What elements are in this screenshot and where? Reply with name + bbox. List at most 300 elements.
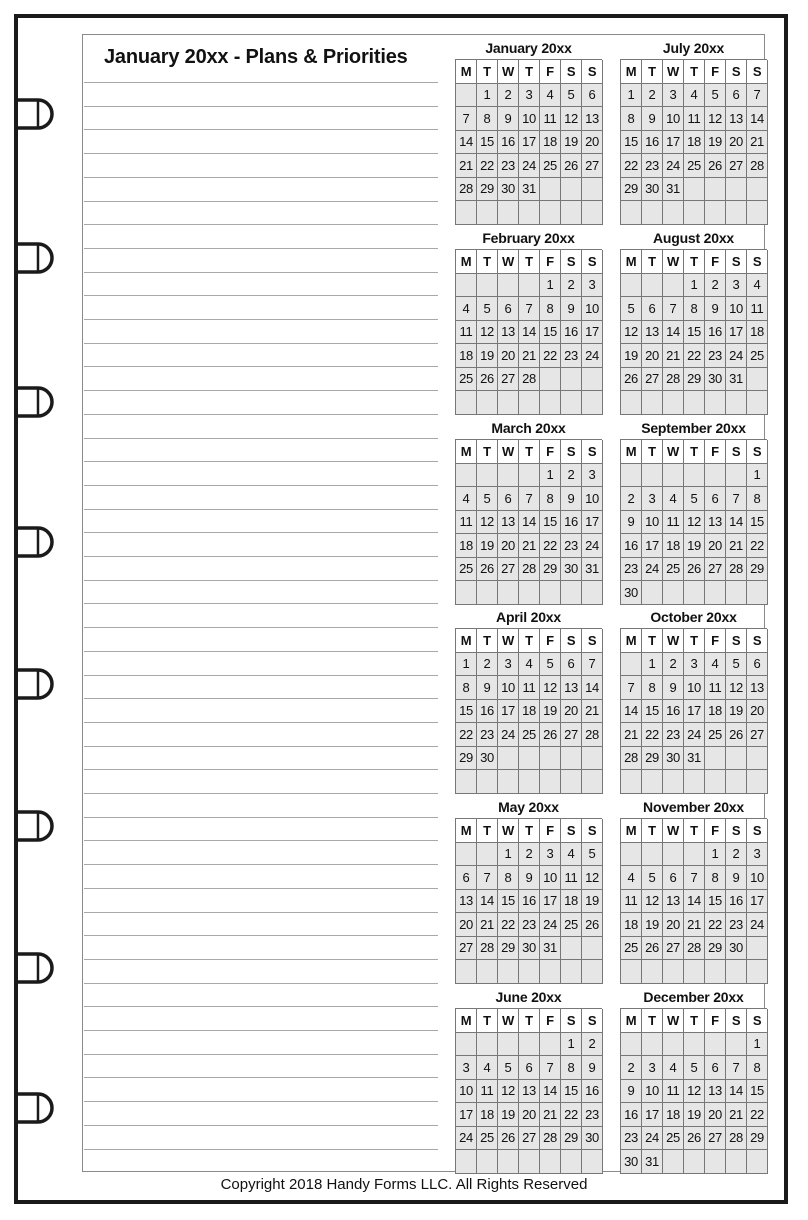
weekday-header: T xyxy=(684,819,705,843)
day-cell: 22 xyxy=(477,154,498,178)
empty-day-cell xyxy=(642,274,663,298)
month-calendar xyxy=(455,230,602,415)
day-cell: 20 xyxy=(519,1103,540,1127)
month-title: September 20xx xyxy=(641,420,746,436)
empty-day-cell xyxy=(498,960,519,984)
weekday-header: M xyxy=(621,819,642,843)
day-cell: 22 xyxy=(561,1103,582,1127)
empty-day-cell xyxy=(684,391,705,415)
month-title: August 20xx xyxy=(652,230,735,246)
binder-ring-icon xyxy=(0,1084,64,1136)
empty-day-cell xyxy=(456,1033,477,1057)
writing-line xyxy=(84,248,438,249)
empty-day-cell xyxy=(477,201,498,225)
empty-day-cell xyxy=(519,581,540,605)
weekday-header: S xyxy=(747,250,768,274)
weekday-header: T xyxy=(642,819,663,843)
day-cell: 28 xyxy=(747,154,768,178)
day-cell: 29 xyxy=(561,1127,582,1151)
day-cell: 21 xyxy=(684,913,705,937)
day-cell: 8 xyxy=(540,297,561,321)
day-cell: 15 xyxy=(747,511,768,535)
day-cell: 24 xyxy=(582,344,603,368)
month-title: January 20xx xyxy=(485,40,572,56)
day-cell: 24 xyxy=(540,913,561,937)
day-cell: 22 xyxy=(747,534,768,558)
empty-day-cell xyxy=(540,1150,561,1174)
empty-day-cell xyxy=(705,747,726,771)
empty-day-cell xyxy=(498,464,519,488)
day-cell: 16 xyxy=(642,131,663,155)
weekday-header: T xyxy=(477,1009,498,1033)
writing-line xyxy=(84,864,438,865)
day-cell: 1 xyxy=(498,843,519,867)
day-cell: 21 xyxy=(582,700,603,724)
writing-line xyxy=(84,1101,438,1102)
day-cell: 30 xyxy=(519,937,540,961)
writing-line xyxy=(84,603,438,604)
empty-day-cell xyxy=(684,770,705,794)
month-title: March 20xx xyxy=(491,420,566,436)
empty-day-cell xyxy=(726,201,747,225)
empty-day-cell xyxy=(498,747,519,771)
day-cell: 19 xyxy=(642,913,663,937)
day-cell: 20 xyxy=(582,131,603,155)
weekday-header: S xyxy=(561,60,582,84)
day-cell: 20 xyxy=(726,131,747,155)
day-cell: 3 xyxy=(663,84,684,108)
empty-day-cell xyxy=(705,960,726,984)
day-cell: 8 xyxy=(540,487,561,511)
weekday-header: S xyxy=(582,60,603,84)
empty-day-cell xyxy=(498,274,519,298)
day-cell: 28 xyxy=(621,747,642,771)
weekday-header: S xyxy=(561,819,582,843)
empty-day-cell xyxy=(540,368,561,392)
day-cell: 21 xyxy=(621,723,642,747)
writing-line xyxy=(84,840,438,841)
day-cell: 4 xyxy=(705,653,726,677)
day-cell: 21 xyxy=(726,1103,747,1127)
day-cell: 20 xyxy=(705,1103,726,1127)
day-cell: 29 xyxy=(747,558,768,582)
weekday-header: M xyxy=(621,629,642,653)
day-cell: 1 xyxy=(684,274,705,298)
day-cell: 29 xyxy=(747,1127,768,1151)
day-cell: 28 xyxy=(519,368,540,392)
empty-day-cell xyxy=(561,368,582,392)
day-cell: 15 xyxy=(477,131,498,155)
empty-day-cell xyxy=(747,391,768,415)
weekday-header: M xyxy=(456,250,477,274)
day-cell: 19 xyxy=(684,534,705,558)
day-cell: 5 xyxy=(477,297,498,321)
binder-ring-icon xyxy=(0,378,64,430)
day-cell: 7 xyxy=(456,107,477,131)
day-cell: 25 xyxy=(456,368,477,392)
day-cell: 31 xyxy=(684,747,705,771)
day-cell: 7 xyxy=(519,487,540,511)
day-cell: 3 xyxy=(726,274,747,298)
weekday-header: S xyxy=(561,440,582,464)
day-cell: 23 xyxy=(498,154,519,178)
day-cell: 8 xyxy=(747,1056,768,1080)
day-cell: 18 xyxy=(705,700,726,724)
day-cell: 14 xyxy=(477,890,498,914)
day-cell: 17 xyxy=(663,131,684,155)
day-cell: 24 xyxy=(663,154,684,178)
weekday-header: T xyxy=(684,60,705,84)
empty-day-cell xyxy=(747,770,768,794)
day-cell: 14 xyxy=(684,890,705,914)
day-cell: 3 xyxy=(582,274,603,298)
day-cell: 6 xyxy=(582,84,603,108)
empty-day-cell xyxy=(477,843,498,867)
day-cell: 13 xyxy=(726,107,747,131)
empty-day-cell xyxy=(582,747,603,771)
day-cell: 24 xyxy=(456,1127,477,1151)
weekday-header: F xyxy=(705,250,726,274)
day-cell: 15 xyxy=(498,890,519,914)
day-cell: 21 xyxy=(519,344,540,368)
empty-day-cell xyxy=(519,1033,540,1057)
weekday-header: F xyxy=(705,819,726,843)
day-cell: 29 xyxy=(642,747,663,771)
empty-day-cell xyxy=(582,1150,603,1174)
day-cell: 2 xyxy=(498,84,519,108)
writing-line xyxy=(84,888,438,889)
empty-day-cell xyxy=(684,1033,705,1057)
day-cell: 17 xyxy=(456,1103,477,1127)
weekday-header: T xyxy=(519,440,540,464)
day-cell: 26 xyxy=(498,1127,519,1151)
day-cell: 6 xyxy=(705,487,726,511)
day-cell: 9 xyxy=(642,107,663,131)
day-cell: 13 xyxy=(705,1080,726,1104)
empty-day-cell xyxy=(582,770,603,794)
weekday-header: T xyxy=(477,440,498,464)
day-cell: 14 xyxy=(519,321,540,345)
day-cell: 11 xyxy=(477,1080,498,1104)
day-cell: 28 xyxy=(684,937,705,961)
month-grid xyxy=(455,1008,602,1174)
weekday-header: S xyxy=(582,250,603,274)
day-cell: 16 xyxy=(621,1103,642,1127)
empty-day-cell xyxy=(561,201,582,225)
day-cell: 14 xyxy=(456,131,477,155)
month-grid xyxy=(620,249,767,415)
weekday-header: T xyxy=(519,1009,540,1033)
day-cell: 26 xyxy=(684,1127,705,1151)
writing-line xyxy=(84,177,438,178)
empty-day-cell xyxy=(705,464,726,488)
day-cell: 15 xyxy=(561,1080,582,1104)
empty-day-cell xyxy=(726,770,747,794)
day-cell: 2 xyxy=(642,84,663,108)
empty-day-cell xyxy=(456,843,477,867)
day-cell: 30 xyxy=(621,581,642,605)
empty-day-cell xyxy=(705,201,726,225)
month-calendar xyxy=(455,609,602,794)
day-cell: 8 xyxy=(642,676,663,700)
weekday-header: S xyxy=(582,629,603,653)
day-cell: 23 xyxy=(621,1127,642,1151)
day-cell: 27 xyxy=(582,154,603,178)
day-cell: 6 xyxy=(456,866,477,890)
empty-day-cell xyxy=(726,960,747,984)
weekday-header: T xyxy=(642,629,663,653)
day-cell: 6 xyxy=(498,297,519,321)
day-cell: 20 xyxy=(705,534,726,558)
day-cell: 27 xyxy=(561,723,582,747)
day-cell: 26 xyxy=(540,723,561,747)
weekday-header: F xyxy=(705,1009,726,1033)
day-cell: 2 xyxy=(726,843,747,867)
day-cell: 22 xyxy=(621,154,642,178)
empty-day-cell xyxy=(582,368,603,392)
weekday-header: T xyxy=(684,1009,705,1033)
writing-line xyxy=(84,1030,438,1031)
day-cell: 26 xyxy=(477,558,498,582)
writing-line xyxy=(84,935,438,936)
writing-line xyxy=(84,485,438,486)
day-cell: 15 xyxy=(621,131,642,155)
weekday-header: S xyxy=(747,440,768,464)
day-cell: 12 xyxy=(684,1080,705,1104)
empty-day-cell xyxy=(621,274,642,298)
day-cell: 28 xyxy=(582,723,603,747)
day-cell: 24 xyxy=(684,723,705,747)
day-cell: 13 xyxy=(519,1080,540,1104)
writing-line xyxy=(84,1054,438,1055)
day-cell: 7 xyxy=(747,84,768,108)
day-cell: 27 xyxy=(519,1127,540,1151)
empty-day-cell xyxy=(477,274,498,298)
day-cell: 31 xyxy=(663,178,684,202)
empty-day-cell xyxy=(642,1033,663,1057)
day-cell: 20 xyxy=(747,700,768,724)
day-cell: 21 xyxy=(663,344,684,368)
empty-day-cell xyxy=(582,937,603,961)
day-cell: 23 xyxy=(663,723,684,747)
day-cell: 4 xyxy=(477,1056,498,1080)
page-title: January 20xx - Plans & Priorities xyxy=(104,46,408,68)
weekday-header: T xyxy=(642,1009,663,1033)
day-cell: 7 xyxy=(477,866,498,890)
day-cell: 11 xyxy=(663,1080,684,1104)
day-cell: 8 xyxy=(456,676,477,700)
day-cell: 29 xyxy=(456,747,477,771)
weekday-header: T xyxy=(642,60,663,84)
day-cell: 23 xyxy=(726,913,747,937)
day-cell: 16 xyxy=(582,1080,603,1104)
weekday-header: T xyxy=(477,60,498,84)
day-cell: 21 xyxy=(747,131,768,155)
day-cell: 12 xyxy=(642,890,663,914)
empty-day-cell xyxy=(642,464,663,488)
day-cell: 28 xyxy=(726,1127,747,1151)
weekday-header: M xyxy=(456,60,477,84)
day-cell: 18 xyxy=(663,534,684,558)
day-cell: 24 xyxy=(726,344,747,368)
writing-line xyxy=(84,129,438,130)
writing-line xyxy=(84,390,438,391)
day-cell: 14 xyxy=(726,1080,747,1104)
empty-day-cell xyxy=(561,581,582,605)
empty-day-cell xyxy=(456,84,477,108)
empty-day-cell xyxy=(582,960,603,984)
day-cell: 6 xyxy=(726,84,747,108)
writing-line xyxy=(84,769,438,770)
day-cell: 25 xyxy=(456,558,477,582)
day-cell: 18 xyxy=(561,890,582,914)
day-cell: 2 xyxy=(621,1056,642,1080)
writing-line xyxy=(84,509,438,510)
day-cell: 11 xyxy=(456,321,477,345)
empty-day-cell xyxy=(621,391,642,415)
day-cell: 13 xyxy=(498,511,519,535)
day-cell: 2 xyxy=(519,843,540,867)
day-cell: 7 xyxy=(540,1056,561,1080)
day-cell: 22 xyxy=(540,534,561,558)
day-cell: 15 xyxy=(747,1080,768,1104)
day-cell: 8 xyxy=(684,297,705,321)
day-cell: 26 xyxy=(477,368,498,392)
empty-day-cell xyxy=(540,770,561,794)
empty-day-cell xyxy=(519,201,540,225)
day-cell: 18 xyxy=(477,1103,498,1127)
empty-day-cell xyxy=(747,937,768,961)
day-cell: 26 xyxy=(726,723,747,747)
empty-day-cell xyxy=(582,581,603,605)
day-cell: 27 xyxy=(498,558,519,582)
day-cell: 5 xyxy=(498,1056,519,1080)
day-cell: 1 xyxy=(477,84,498,108)
writing-line xyxy=(84,461,438,462)
weekday-header: T xyxy=(642,440,663,464)
day-cell: 11 xyxy=(561,866,582,890)
empty-day-cell xyxy=(582,178,603,202)
day-cell: 27 xyxy=(747,723,768,747)
writing-line xyxy=(84,746,438,747)
day-cell: 25 xyxy=(684,154,705,178)
weekday-header: S xyxy=(747,819,768,843)
binder-ring-icon xyxy=(0,802,64,854)
day-cell: 4 xyxy=(684,84,705,108)
day-cell: 31 xyxy=(642,1150,663,1174)
day-cell: 19 xyxy=(477,344,498,368)
writing-line xyxy=(84,817,438,818)
day-cell: 18 xyxy=(663,1103,684,1127)
day-cell: 19 xyxy=(498,1103,519,1127)
day-cell: 19 xyxy=(684,1103,705,1127)
day-cell: 3 xyxy=(642,1056,663,1080)
day-cell: 11 xyxy=(456,511,477,535)
empty-day-cell xyxy=(747,201,768,225)
weekday-header: T xyxy=(684,440,705,464)
day-cell: 12 xyxy=(705,107,726,131)
day-cell: 2 xyxy=(705,274,726,298)
day-cell: 16 xyxy=(726,890,747,914)
day-cell: 5 xyxy=(561,84,582,108)
empty-day-cell xyxy=(456,274,477,298)
day-cell: 9 xyxy=(561,487,582,511)
day-cell: 11 xyxy=(540,107,561,131)
empty-day-cell xyxy=(456,464,477,488)
month-title: June 20xx xyxy=(495,989,562,1005)
day-cell: 31 xyxy=(519,178,540,202)
writing-line xyxy=(84,793,438,794)
day-cell: 2 xyxy=(663,653,684,677)
day-cell: 7 xyxy=(582,653,603,677)
weekday-header: F xyxy=(540,629,561,653)
day-cell: 28 xyxy=(663,368,684,392)
day-cell: 23 xyxy=(561,534,582,558)
writing-line xyxy=(84,319,438,320)
day-cell: 3 xyxy=(642,487,663,511)
weekday-header: S xyxy=(726,819,747,843)
day-cell: 17 xyxy=(540,890,561,914)
day-cell: 19 xyxy=(705,131,726,155)
day-cell: 30 xyxy=(705,368,726,392)
day-cell: 20 xyxy=(498,344,519,368)
writing-line xyxy=(84,627,438,628)
day-cell: 8 xyxy=(747,487,768,511)
day-cell: 4 xyxy=(663,487,684,511)
day-cell: 5 xyxy=(684,487,705,511)
empty-day-cell xyxy=(582,201,603,225)
day-cell: 3 xyxy=(684,653,705,677)
day-cell: 24 xyxy=(642,558,663,582)
weekday-header: W xyxy=(663,250,684,274)
day-cell: 25 xyxy=(519,723,540,747)
weekday-header: S xyxy=(582,1009,603,1033)
day-cell: 28 xyxy=(519,558,540,582)
day-cell: 28 xyxy=(540,1127,561,1151)
day-cell: 1 xyxy=(540,274,561,298)
weekday-header: M xyxy=(621,1009,642,1033)
day-cell: 18 xyxy=(456,344,477,368)
day-cell: 7 xyxy=(621,676,642,700)
month-title: April 20xx xyxy=(496,609,561,625)
empty-day-cell xyxy=(705,178,726,202)
empty-day-cell xyxy=(621,770,642,794)
day-cell: 9 xyxy=(561,297,582,321)
day-cell: 9 xyxy=(621,1080,642,1104)
weekday-header: S xyxy=(747,1009,768,1033)
day-cell: 18 xyxy=(456,534,477,558)
month-title: December 20xx xyxy=(643,989,744,1005)
day-cell: 30 xyxy=(498,178,519,202)
month-calendar xyxy=(455,799,602,984)
day-cell: 13 xyxy=(561,676,582,700)
month-grid xyxy=(455,59,602,225)
day-cell: 23 xyxy=(582,1103,603,1127)
month-calendar xyxy=(455,420,602,605)
writing-line xyxy=(84,343,438,344)
weekday-header: T xyxy=(519,250,540,274)
month-grid xyxy=(620,59,767,225)
empty-day-cell xyxy=(519,464,540,488)
weekday-header: F xyxy=(540,250,561,274)
weekday-header: W xyxy=(663,819,684,843)
day-cell: 5 xyxy=(726,653,747,677)
day-cell: 21 xyxy=(456,154,477,178)
day-cell: 30 xyxy=(561,558,582,582)
day-cell: 16 xyxy=(705,321,726,345)
empty-day-cell xyxy=(726,1033,747,1057)
day-cell: 10 xyxy=(642,511,663,535)
